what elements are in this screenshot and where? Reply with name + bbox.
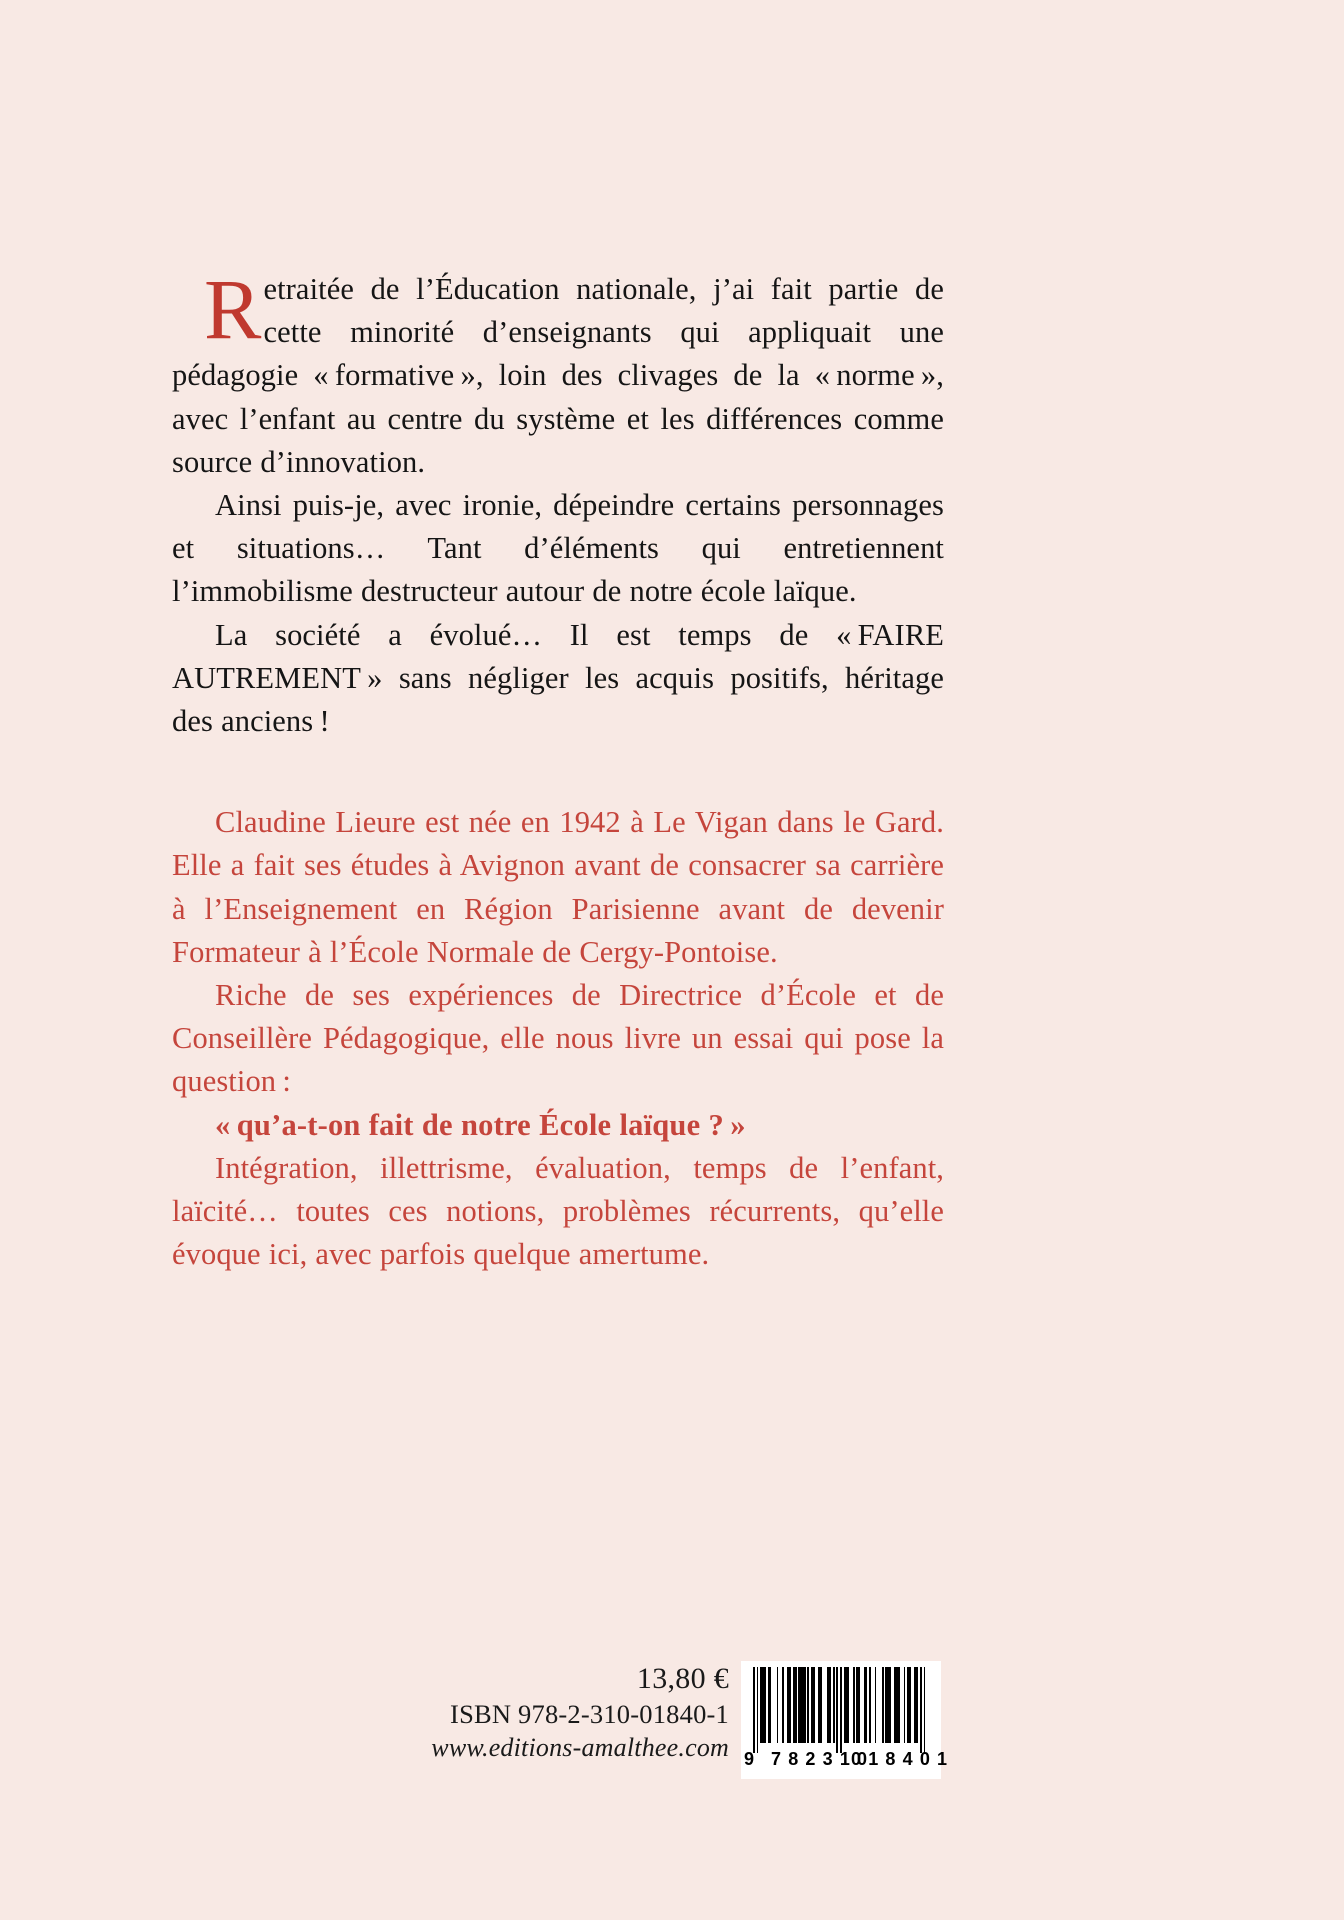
barcode-bars — [753, 1667, 925, 1753]
barcode-lead-digit: 9 — [744, 1749, 755, 1769]
price-label: 13,80 € — [636, 1662, 729, 1695]
blurb-section — [172, 261, 944, 743]
bio-paragraph-1: Claudine Lieure est née en 1942 à Le Vigan dans le Gard. Elle a fait ses études à Avignon avant de consacrer sa carrière à l’Enseignement en Région Parisienne avant de devenir Formateur à l’École Normale de Cergy-Pontoise. — [172, 805, 944, 969]
drop-cap-letter: R — [204, 261, 262, 357]
imprint-block — [309, 1660, 729, 1765]
barcode-digits — [741, 1749, 955, 1775]
author-bio-section — [172, 801, 944, 1276]
barcode-left-digits: 782310 — [771, 1749, 875, 1769]
bio-paragraph-3: Intégration, illettrisme, évaluation, temps de l’enfant, laïcité… toutes ces notions, problèmes récurrents, qu’elle évoque ici, avec parfois quelque amertume. — [172, 1150, 944, 1272]
barcode-right-digits: 018401 — [851, 1749, 955, 1769]
ean13-barcode — [741, 1661, 955, 1779]
blurb-paragraph-2: Ainsi puis-je, avec ironie, dépeindre certains personnages et situations… Tant d’éléments qui entretiennent l’immobilisme destructeur autour de notre école laïque. — [172, 488, 944, 609]
blurb-paragraph-3: La société a évolué… Il est temps de « FAIRE AUTREMENT » sans négliger les acquis positifs, héritage des anciens ! — [172, 617, 944, 739]
blurb-paragraph-1 — [172, 261, 944, 484]
publisher-website: www.editions-amalthee.com — [431, 1733, 729, 1762]
bio-paragraph-2: Riche de ses expériences de Directrice d’École et de Conseillère Pédagogique, elle nous livre un essai qui pose la question : — [172, 978, 944, 1099]
isbn-label: ISBN 978-2-310-01840-1 — [450, 1699, 729, 1729]
bio-highlight-quote: « qu’a-t-on fait de notre École laïque ? » — [215, 1107, 746, 1142]
cover-text-column — [172, 261, 944, 1276]
blurb-paragraph-1-text: etraitée de l’Éducation nationale, j’ai fait partie de cette minorité d’enseignants qui appliquait une pédagogie « formative », loin des clivages de la « norme », avec l’enfant au centre du système et les différences comme source d’innovation. — [172, 272, 944, 479]
cover-footer — [0, 1660, 1344, 1820]
